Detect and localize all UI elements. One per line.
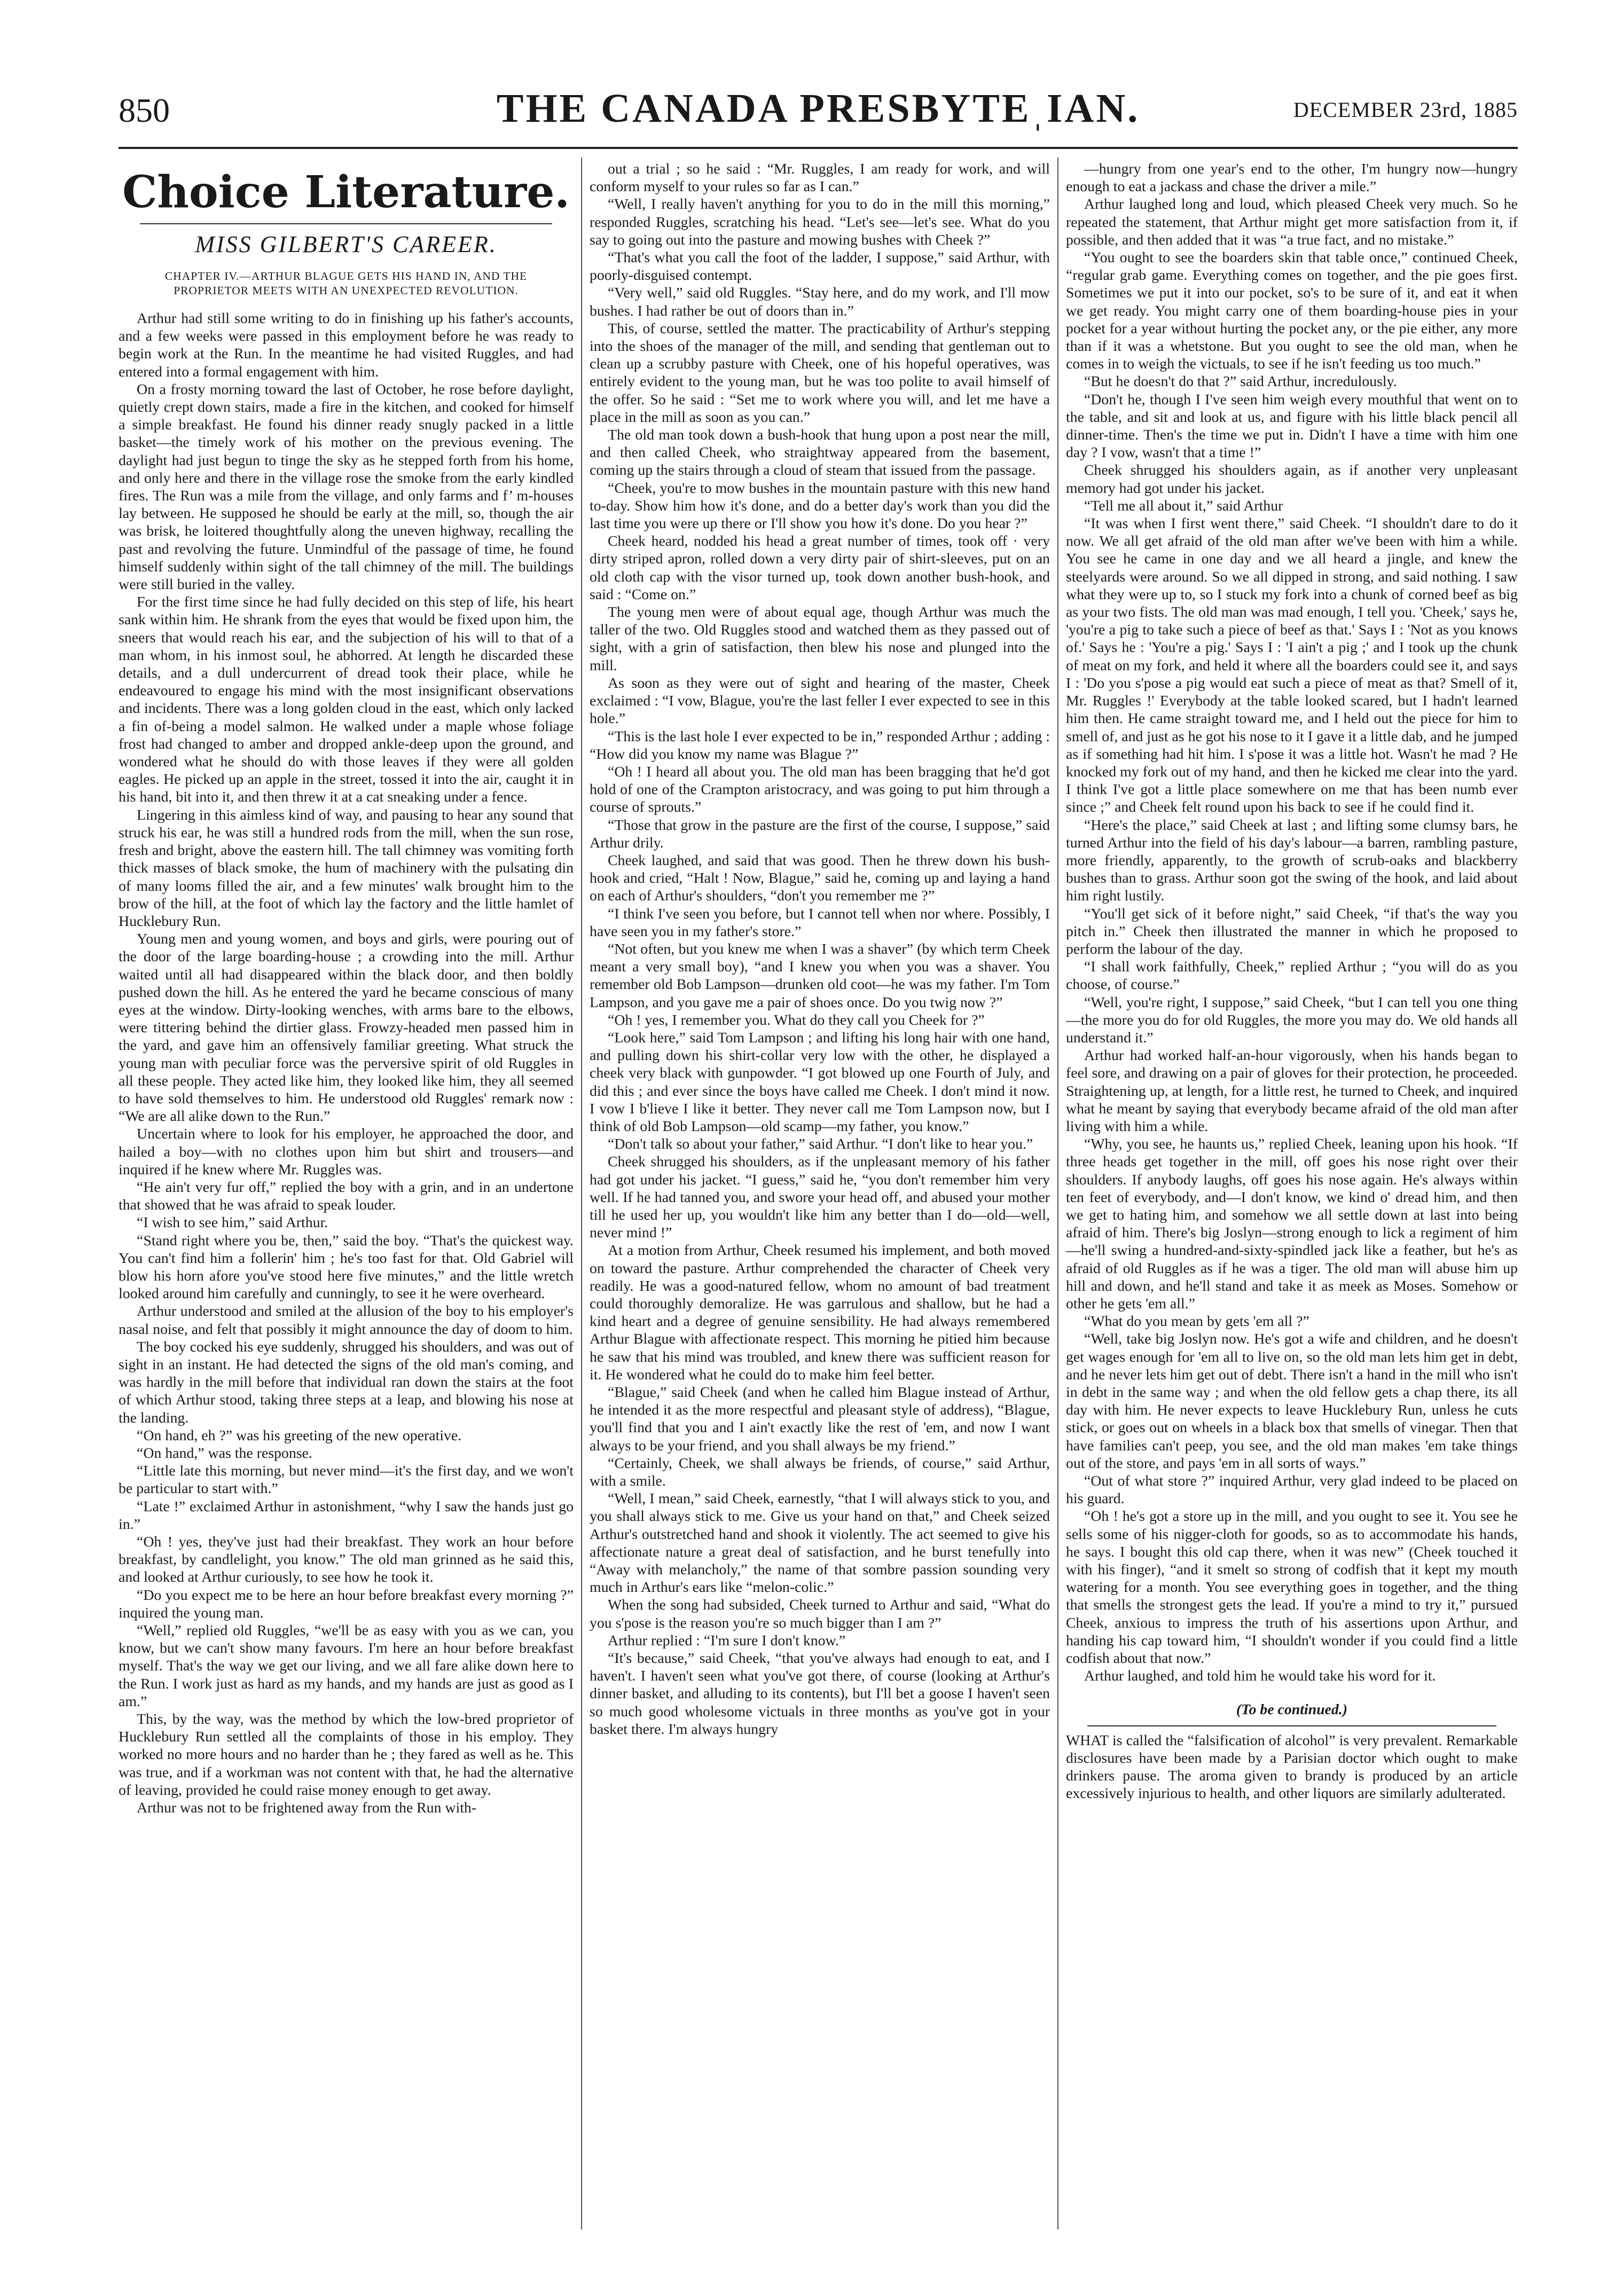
paragraph: “Oh ! he's got a store up in the mill, and you ought to see it. You see he sells some of his nigger-cloth for goods, so as to accommodate his hands, he says. I bought this old cap there, when it was new” (Cheek touched it with his finger), “and it smelt so strong of codfish that it kept my mouth watering for a month. You see everything goes in together, and the thing that smells the strongest gets the lead. If you're a mind to try it,” pursued Cheek, anxious to impress the truth of his assertions upon Arthur, and handing his cap toward him, “I shouldn't wonder if you could find a little codfish about that now.” (1066, 1508, 1518, 1667)
issue-date: DECEMBER 23rd, 1885 (1293, 98, 1518, 122)
paragraph: “Well, I mean,” said Cheek, earnestly, “that I will always stick to you, and you shall always stick to me. Give us your hand on that,” and Cheek seized Arthur's outstretched hand and shook it violently. The act seemed to give his affectionate nature a great deal of satisfaction, and he burst tenefully into “Away with melancholy,” the name of that sombre passion sounding very much in Arthur's ears like “melon-colic.” (590, 1490, 1050, 1596)
paragraph: Lingering in this aimless kind of way, and pausing to hear any sound that struck his ear, he was still a hundred rods from the mill, when the sun rose, fresh and bright, above the eastern hill. The tall chimney was vomiting forth thick masses of black smoke, the hum of machinery with the pulsating din of many looms filled the air, and a few minutes' walk brought him to the brow of the hill, at the foot of which lay the factory and the little hamlet of Hucklebury Run. (119, 806, 574, 930)
paragraph: On a frosty morning toward the last of October, he rose before daylight, quietly crept down stairs, made a fire in the kitchen, and cooked for himself a simple breakfast. He found his dinner ready snugly packed in a little basket—the timely work of his mother on the previous evening. The daylight had just begun to tinge the sky as he stepped forth from his home, and only here and there in the village rose the smoke from the early kindled fires. The Run was a mile from the village, and only farms and f’ m-houses lay between. He supposed he should be early at the mill, so, though the air was brisk, he loitered thoughtfully along the uneven highway, recalling the past and revolving the future. Unmindful of the passage of time, he found himself suddenly within sight of the tall chimney of the mill. The buildings were still buried in the valley. (119, 381, 574, 593)
paragraph: “You'll get sick of it before night,” said Cheek, “if that's the way you pitch in.” Cheek then illustrated the manner in which he proposed to perform the labour of the day. (1066, 905, 1518, 957)
paragraph: The boy cocked his eye suddenly, shrugged his shoulders, and was out of sight in an instant. He had detected the signs of the old man's coming, and was hardly in the mill before that individual ran down the stairs at the foot of which Arthur stood, taking three steps at a leap, and blowing his nose at the landing. (119, 1338, 574, 1426)
paragraph: “Well, you're right, I suppose,” said Cheek, “but I can tell you one thing—the more you do for old Ruggles, the more you may do. We old hands all understand it.” (1066, 994, 1518, 1046)
to-be-continued: (To be continued.) (1236, 1701, 1348, 1718)
paragraph: “Cheek, you're to mow bushes in the mountain pasture with this new hand to-day. Show him how it's done, and do a better day's work than you did the last time you were up there or I'll show you how it's done. Do you hear ?” (590, 480, 1050, 532)
paragraph: As soon as they were out of sight and hearing of the master, Cheek exclaimed : “I vow, Blague, you're the last feller I ever expected to see in this hole.” (590, 674, 1050, 727)
section-title: Choice Literature. (122, 167, 570, 218)
paragraph: “Do you expect me to be here an hour before breakfast every morning ?” inquired the young man. (119, 1587, 574, 1621)
title-rule (140, 223, 552, 224)
paragraph: Uncertain where to look for his employer, he approached the door, and hailed a boy—with no clothes upon him but shirt and trousers—and inquired if he knew where Mr. Ruggles was. (119, 1126, 574, 1178)
paragraph: This, of course, settled the matter. The practicability of Arthur's stepping into the shoes of the manager of the mill, and sending that gentleman out to clean up a scrubby pasture with Cheek, one of his hopeful operatives, was entirely evident to the young man, but he was too polite to avail himself of the offer. So he said : “Set me to work where you will, and let me have a place in the mill as soon as you can.” (590, 320, 1050, 426)
paragraph: “It's because,” said Cheek, “that you've always had enough to eat, and I haven't. I haven't seen what you've got there, of course (looking at Arthur's dinner basket, and alluding to its contents), but I'll bet a goose I haven't seen so much good wholesome victuals in three months as you've got in your basket there. I'm always hungry (590, 1650, 1050, 1738)
paragraph: out a trial ; so he said : “Mr. Ruggles, I am ready for work, and will conform myself to your rules so far as I can.” (590, 161, 1050, 195)
paragraph: Arthur laughed, and told him he would take his word for it. (1084, 1668, 1436, 1685)
column-1-text (119, 310, 574, 1817)
paragraph: Cheek shrugged his shoulders, as if the unpleasant memory of his father had got under his jacket. “I guess,” said he, “you don't remember him very well. If he had tanned you, and swore your head off, and abused your mother till he used her up, you wouldn't like him any better than I do—old—well, never mind !” (590, 1153, 1050, 1242)
paragraph: “Stand right where you be, then,” said the boy. “That's the quickest way. You can't find him a follerin' him ; he's too fast for that. Old Gabriel will blow his horn afore you've stood here five minutes,” and the little wretch looked around him carefully and cunningly, to see it he were overheard. (119, 1232, 574, 1302)
paragraph: Arthur was not to be frightened away from the Run with- (137, 1800, 477, 1817)
page-header (119, 80, 1518, 144)
paragraph: “Late !” exclaimed Arthur in astonishment, “why I saw the hands just go in.” (119, 1498, 574, 1533)
paragraph: “That's what you call the foot of the ladder, I suppose,” said Arthur, with poorly-disguised contempt. (590, 249, 1050, 284)
paragraph: Cheek shrugged his shoulders again, as if another very unpleasant memory had got under his jacket. (1066, 462, 1518, 497)
paragraph: “This is the last hole I ever expected to be in,” responded Arthur ; adding : “How did you know my name was Blague ?” (590, 728, 1050, 763)
paragraph: “Those that grow in the pasture are the first of the course, I suppose,” said Arthur drily. (590, 816, 1050, 851)
column-3-text (1066, 160, 1518, 1685)
column-divider (1057, 158, 1058, 2229)
paragraph: “It was when I first went there,” said Cheek. “I shouldn't dare to do it now. We all get afraid of the old man after we've been with him a while. You see he came in one day and we all heard a jingle, and knew the steelyards were around. So we all dipped in strong, and said nothing. I saw what they were up to, so I stuck my fork into a chunk of corned beef as big as your two fists. The old man was mad enough, I tell you. 'Cheek,' says he, 'you're a pig to take such a piece of beef as that.' Says I : 'Not as you knows of.' Says he : 'You're a pig.' Says I : 'I ain't a pig ;' and I took up the chunk of meat on my fork, and held it where all the boarders could see it, and says I : 'Do you s'pose a pig would eat such a piece of meat as that? Smell of it, Mr. Ruggles !' Everybody at the table looked scared, but I hadn't learned him then. He came straight toward me, and I held out the piece for him to smell of, and just as he got his nose to it I gave it a little dab, and he jumped as if something had hit him. I s'pose it was a little hot. Wasn't he mad ? He knocked my fork out of my hand, and then he kicked me clear into the yard. I think I've got a little place somewhere on me that has been numb ever since ;” and Cheek felt round upon his back to see if he could find it. (1066, 515, 1518, 816)
paragraph: “On hand, eh ?” was his greeting of the new operative. (137, 1427, 462, 1444)
paragraph: Arthur had worked half-an-hour vigorously, when his hands began to feel sore, and drawing on a pair of gloves for their protection, he proceeded. Straightening up, at length, for a little rest, he turned to Cheek, and inquired what he meant by saying that everybody became afraid of the old man after living with him a while. (1066, 1047, 1518, 1135)
paragraph: “Don't he, though I I've seen him weigh every mouthful that went on to the table, and sit and look at us, and figure with his little black pencil all dinner-time. Then's the time we put in. Didn't I have a time with him one day ? I vow, wasn't that a time !” (1066, 391, 1518, 461)
paragraph: For the first time since he had fully decided on this step of life, his heart sank within him. He shrank from the eyes that would be fixed upon him, the sneers that would reach his ear, and the subjection of his will to that of a man whom, in his inmost soul, he abhorred. At length he discarded these details, and a dull undercurrent of dread took their place, while he endeavoured to engage his mind with the most insignificant observations and incidents. There was a long golden cloud in the east, which only lacked a fin of-being a model salmon. He walked under a maple whose foliage frost had changed to amber and dropped ankle-deep upon the ground, and wondered what he should do with those leaves if they were all golden eagles. He picked up an apple in the street, tossed it into the air, caught it in his hand, bit into it, and then threw it at a cat sneaking under a fence. (119, 594, 574, 806)
chapter-heading: CHAPTER IV.—ARTHUR BLAGUE GETS HIS HAND IN, AND THE PROPRIETOR MEETS WITH AN UNEXPECTED REVOLUTION. (164, 270, 528, 297)
paragraph: “Well, take big Joslyn now. He's got a wife and children, and he doesn't get wages enough for 'em all to live on, so the old man lets him get in debt, and he never lets him get out of debt. There isn't a hand in the mill who isn't in debt in the same way ; and when the old fellow gets a chap there, its all day with him. He never expects to leave Hucklebury Run, unless he cuts stick, or goes out on wheels in a black box that smells of vinegar. Then that have families can't peep, you see, and the old man makes 'em take things out of the store, and pays 'em in all sorts of ways.” (1066, 1331, 1518, 1472)
paragraph: “Why, you see, he haunts us,” replied Cheek, leaning upon his hook. “If three heads get together in the mill, off goes his nose right over their shoulders. If anybody laughs, off goes his nose again. He's always within ten feet of everybody, and—I don't know, we kind o' dread him, and then we get to hating him, and somehow we all settle down at last into being afraid of him. There's big Joslyn—strong enough to lick a regiment of him—he'll swing a hundred-and-sixty-spindled jack like a feather, but he's as afraid of old Ruggles as if he was a tiger. The old man will abuse him up hill and down, and he'll stand and take it as meek as Moses. Somehow or other he gets 'em all.” (1066, 1136, 1518, 1312)
paragraph: Cheek heard, nodded his head a great number of times, took off · very dirty striped apron, rolled down a very dirty pair of shirt-sleeves, put on an old cloth cap with the visor turned up, took down another bush-hook, and said : “Come on.” (590, 533, 1050, 603)
paragraph: This, by the way, was the method by which the low-bred proprietor of Hucklebury Run settled all the complaints of those in his employ. They worked no more hours and no harder than he ; they fared as well as he. This was true, and if a workman was not content with that, he had the alternative of leaving, provided he could raise money enough to get away. (119, 1711, 574, 1799)
note-rule (1087, 1725, 1496, 1726)
header-rule (119, 147, 1518, 149)
paragraph: “I think I've seen you before, but I cannot tell when nor where. Possibly, I have seen you in my father's store.” (590, 905, 1050, 940)
paragraph: “Oh ! yes, they've just had their breakfast. They work an hour before breakfast, by candlelight, you know.” The old man grinned as he said this, and looked at Arthur curiously, to see how he took it. (119, 1534, 574, 1586)
paragraph: “Oh ! I heard all about you. The old man has been bragging that he'd got hold of one of the Crampton aristocracy, and was going to put him through a course of sprouts.” (590, 763, 1050, 816)
paragraph: “Tell me all about it,” said Arthur (1084, 497, 1283, 514)
paragraph: At a motion from Arthur, Cheek resumed his implement, and both moved on toward the pasture. Arthur comprehended the character of Cheek very readily. He was a good-natured fellow, whom no amount of bad treatment could thoroughly demoralize. He was garrulous and shallow, but he had a kind heart and a degree of genuine sensibility. He had always remembered Arthur Blague with affectionate respect. This morning he pitied him because he saw that his mind was troubled, and knew there was sufficient reason for it. He wondered what he could do to make him feel better. (590, 1242, 1050, 1383)
paragraph: “I wish to see him,” said Arthur. (137, 1214, 328, 1231)
paragraph: “Blague,” said Cheek (and when he called him Blague instead of Arthur, he intended it as the more respectful and pleasant style of address), “Blague, you'll find that you and I ain't exactly like the rest of 'em, and now I want always to be your friend, and you shall always be my friend.” (590, 1384, 1050, 1454)
paragraph: The old man took down a bush-hook that hung upon a post near the mill, and then called Cheek, who straightway appeared from the basement, coming up the stairs through a cloud of steam that issued from the passage. (590, 427, 1050, 479)
column-1 (119, 160, 574, 2232)
story-title: MISS GILBERT'S CAREER. (195, 231, 497, 257)
paragraph: Arthur had still some writing to do in finishing up his father's accounts, and a few weeks were passed in this employment before he was ready to begin work at the Run. In the meantime he had visited Ruggles, and had entered into a formal engagement with him. (119, 310, 574, 380)
paragraph: “You ought to see the boarders skin that table once,” continued Cheek, “regular grab game. Everything comes on together, and the pie goes first. Sometimes we put it into our pocket, so's to be sure of it, and eat it when we get ready. You might carry one of them boarding-house pies in your pocket for a year without hurting the pocket any, or the pie either, any more than if it was a whetstone. But you ought to see the old man, when he comes in to weigh the victuals, to see if he isn't feeding us too much.” (1066, 249, 1518, 373)
paragraph: “Oh ! yes, I remember you. What do they call you Cheek for ?” (608, 1011, 985, 1028)
paragraph: “On hand,” was the response. (137, 1445, 312, 1462)
paragraph: “Don't talk so about your father,” said Arthur. “I don't like to hear you.” (608, 1136, 1033, 1153)
paragraph: “Here's the place,” said Cheek at last ; and lifting some clumsy bars, he turned Arthur into the field of his day's labour—a barren, rambling pasture, more friendly, apparently, to the growth of scrub-oaks and blackberry bushes than to grass. Arthur soon got the swing of the hook, and laid about him right lustily. (1066, 816, 1518, 905)
paragraph: The young men were of about equal age, though Arthur was much the taller of the two. Old Ruggles stood and watched them as they passed out of sight, with a grin of satisfaction, then blew his nose and plunged into the mill. (590, 604, 1050, 674)
paragraph: Young men and young women, and boys and girls, were pouring out of the door of the large boarding-house ; a crowding into the mill. Arthur waited until all had disappeared within the black door, and then boldly pushed down the hill. As he entered the yard he became conscious of many eyes at the window. Dirty-looking wenches, with arms bare to the elbows, were tittering behind the dirtier glass. Frowzy-headed men passed him in the yard, and gave him an offensively familiar greeting. What struck the young man with peculiar force was the perversive spirit of old Ruggles in all these people. They acted like him, they looked like him, they all seemed to have sold themselves to him. He understood old Ruggles' remark now : “We are all alike down to the Run.” (119, 931, 574, 1125)
paragraph: “Little late this morning, but never mind—it's the first day, and we won't be particular to start with.” (119, 1463, 574, 1497)
paragraph: “Well,” replied old Ruggles, “we'll be as easy with you as we can, you know, but we can't show many favours. I'm here an hour before breakfast myself. That's the way we get our living, and we all fare alike down here to the Run. I work just as hard as my hands, and my hands are just as good as I am.” (119, 1622, 574, 1710)
paragraph: “Out of what store ?” inquired Arthur, very glad indeed to be placed on his guard. (1066, 1473, 1518, 1508)
paragraph: “What do you mean by gets 'em all ?” (1084, 1313, 1309, 1330)
paragraph: When the song had subsided, Cheek turned to Arthur and said, “What do you s'pose is the reason you're so much bigger than I am ?” (590, 1597, 1050, 1631)
paragraph: “Very well,” said old Ruggles. “Stay here, and do my work, and I'll mow bushes. I had rather be out of doors than in.” (590, 285, 1050, 319)
paragraph: “Certainly, Cheek, we shall always be friends, of course,” said Arthur, with a smile. (590, 1455, 1050, 1490)
paragraph: “Look here,” said Tom Lampson ; and lifting his long hair with one hand, and pulling down his shirt-collar very low with the other, he displayed a cheek very black with gunpowder. “I got blowed up one Fourth of July, and did this ; and ever since the boys have called me Cheek. I don't mind it now. I vow I b'lieve I like it better. They never call me Tom Lampson now, but I think of old Bob Lampson—old scamp—my father, you know.” (590, 1029, 1050, 1135)
paragraph: —hungry from one year's end to the other, I'm hungry now—hungry enough to eat a jackass and chase the driver a mile.” (1066, 161, 1518, 195)
paragraph: “Well, I really haven't anything for you to do in the mill this morning,” responded Ruggles, scratching his head. “Let's see—let's see. What do you say to going out into the pasture and mowing bushes with Cheek ?” (590, 196, 1050, 248)
paragraph: “Not often, but you knew me when I was a shaver” (by which term Cheek meant a very small boy), “and I knew you when you was a shaver. You remember old Bob Lampson—drunken old coot—he was my father. I'm Tom Lampson, and you gave me a pair of shoes once. Do you twig now ?” (590, 940, 1050, 1011)
column-2-text (590, 160, 1050, 1738)
paragraph: Arthur replied : “I'm sure I don't know.” (608, 1632, 846, 1649)
column-divider (581, 158, 582, 2229)
column-3 (1066, 160, 1518, 2232)
paragraph: “But he doesn't do that ?” said Arthur, incredulously. (1084, 373, 1397, 390)
paragraph: Arthur laughed long and loud, which pleased Cheek very much. So he repeated the statement, that Arthur might get more satisfaction from it, if possible, and then added that it was “a true fact, and no mistake.” (1066, 196, 1518, 248)
paragraph: Arthur understood and smiled at the allusion of the boy to his employer's nasal noise, and felt that possibly it might announce the day of doom to him. (119, 1303, 574, 1338)
alcohol-note: WHAT is called the “falsification of alcohol” is very prevalent. Remarkable disclosures have been made by a Parisian doctor which ought to make drinkers pause. The aroma given to brandy is produced by an article excessively injurious to health, and other liquors are similarly adulterated. (1066, 1732, 1518, 1802)
paragraph: “I shall work faithfully, Cheek,” replied Arthur ; “you will do as you choose, of course.” (1066, 959, 1518, 993)
page-number: 850 (119, 91, 170, 129)
column-2 (590, 160, 1050, 2232)
paragraph: “He ain't very fur off,” replied the boy with a grin, and in an undertone that showed that he was afraid to speak louder. (119, 1179, 574, 1214)
newspaper-title: THE CANADA PRESBYTEˌIAN. (496, 86, 1140, 131)
paragraph: Cheek laughed, and said that was good. Then he threw down his bush-hook and cried, “Halt ! Now, Blague,” said he, coming up and laying a hand on each of Arthur's shoulders, “don't you remember me ?” (590, 852, 1050, 905)
